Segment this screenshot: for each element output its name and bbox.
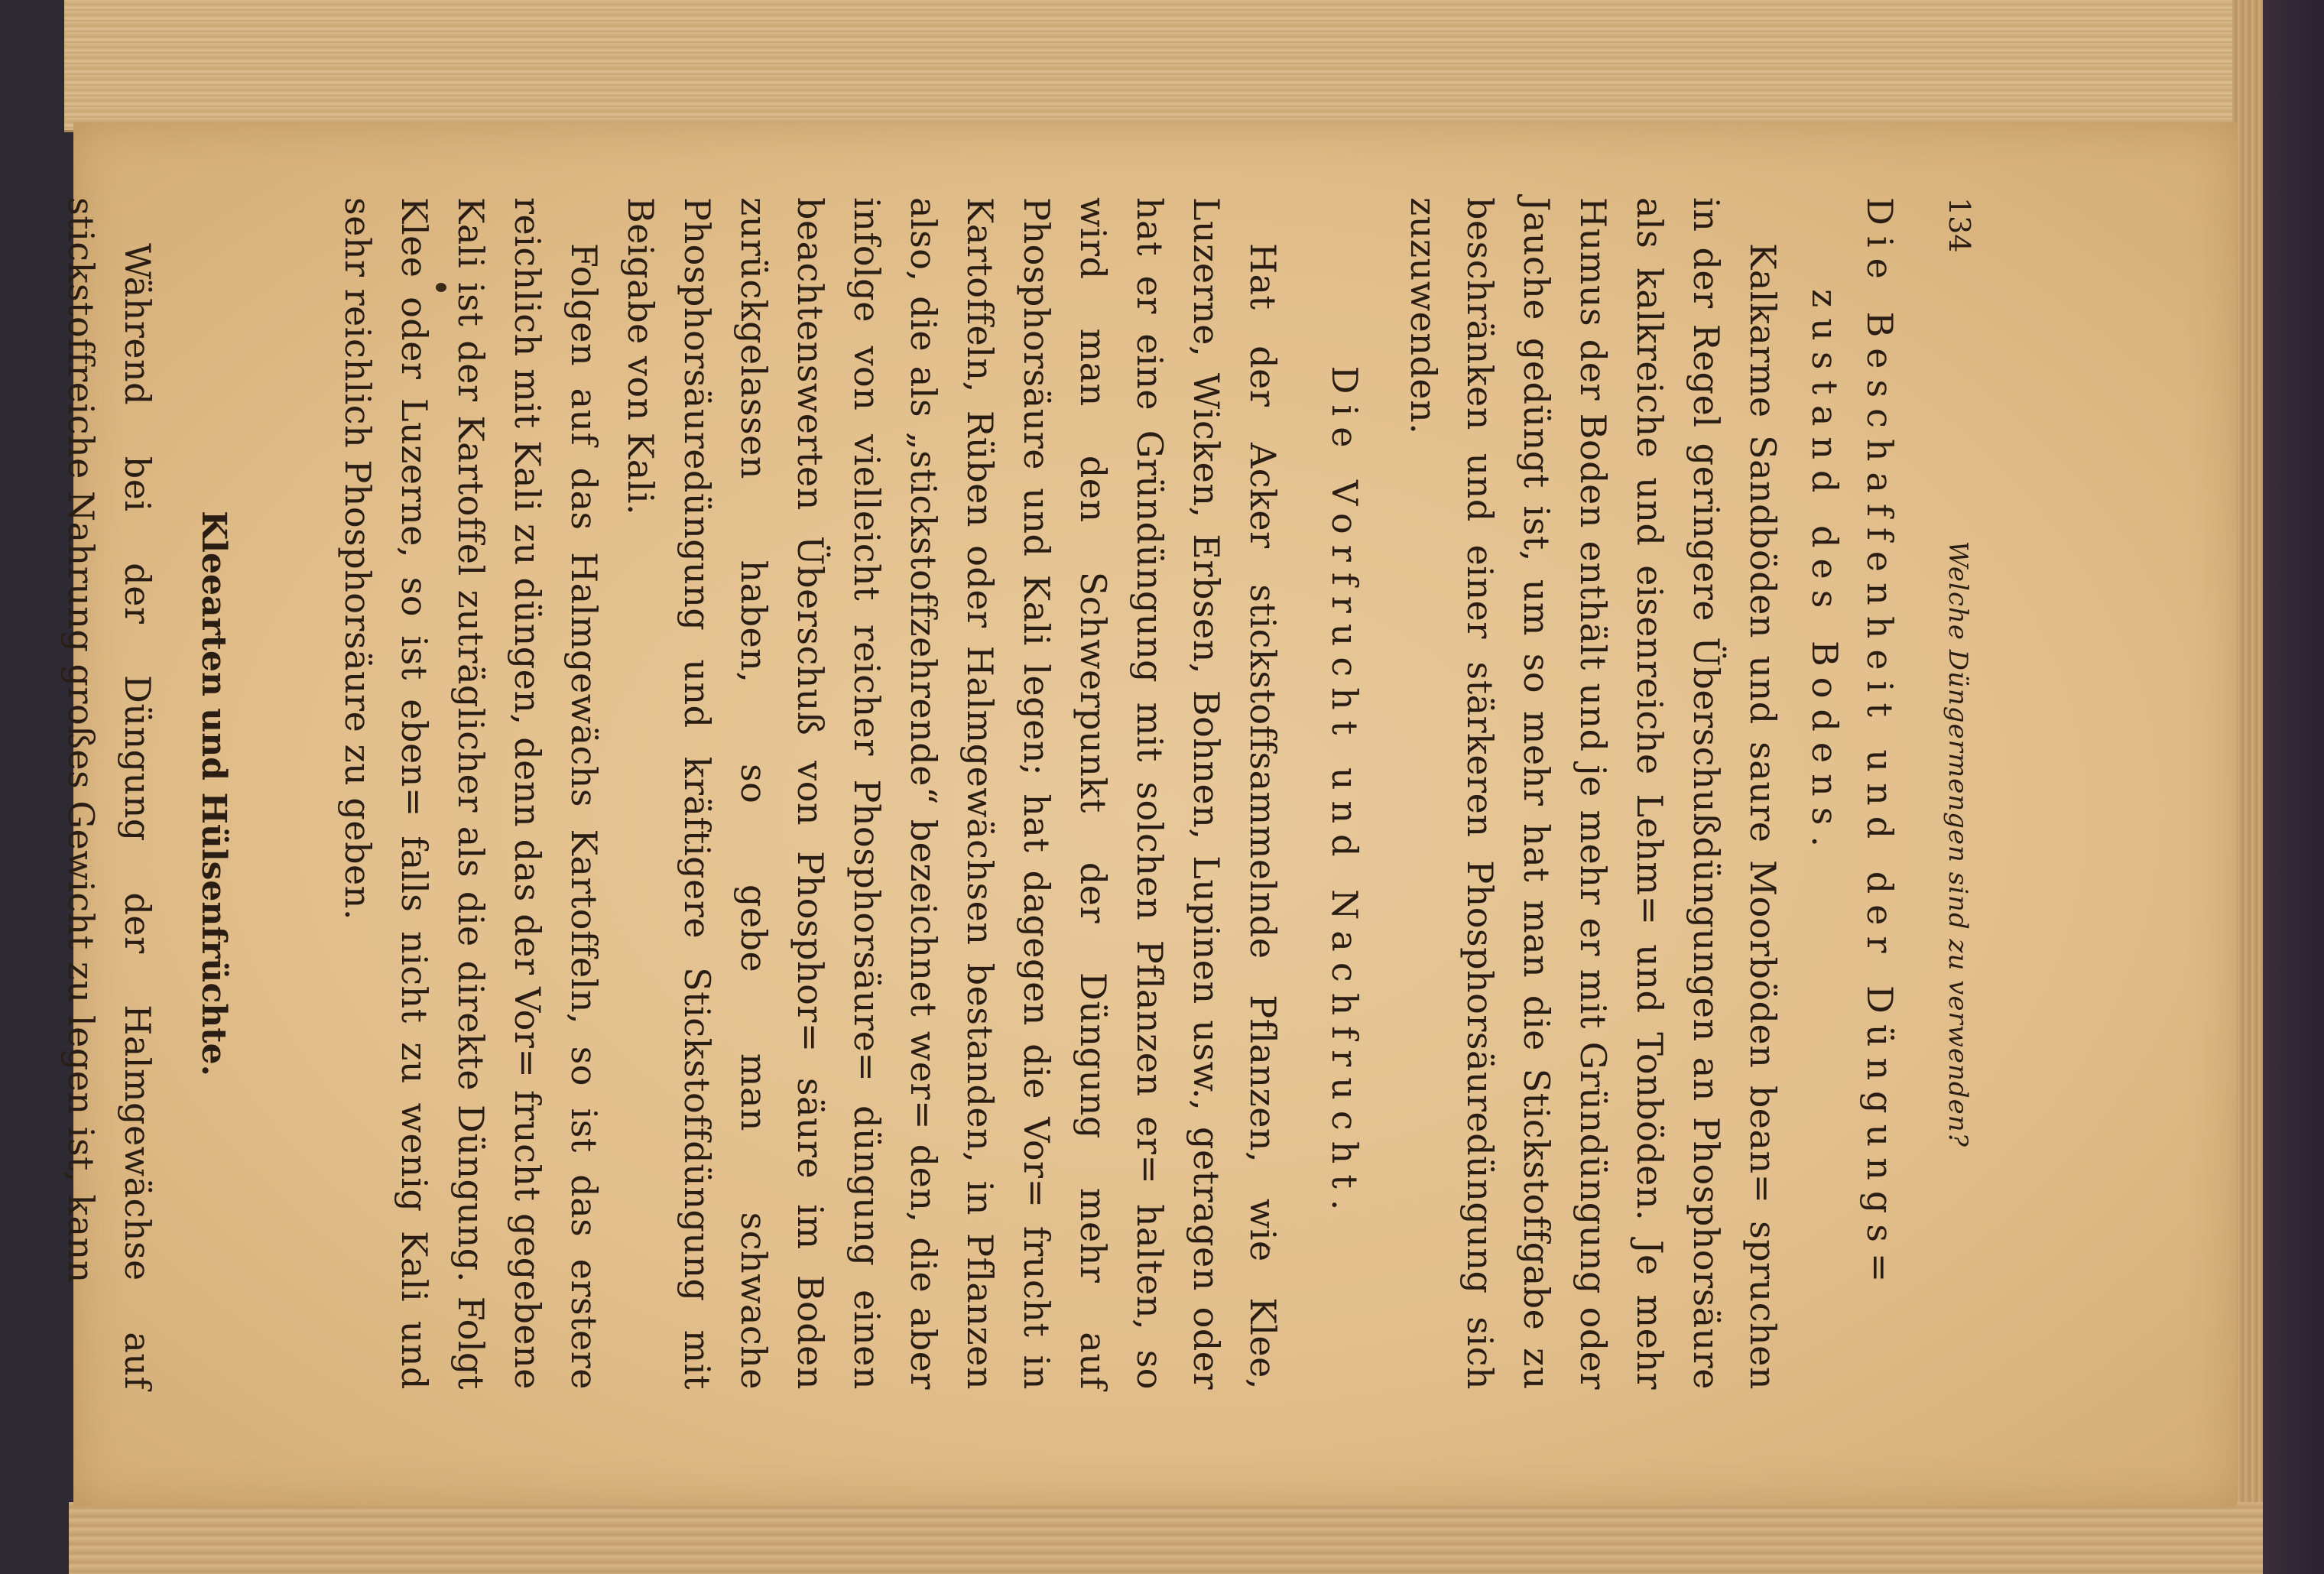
paragraph-crop-rotation-1: Hat der Acker stickstoffsammelnde Pflanzen, wie Klee, Luzerne, Wicken, Erbsen, Bohnen, Lupinen usw., getragen oder hat er eine Gründüngung mit solchen Pflanzen er= halten, so wird man den Schwerpunkt der Düngung mehr auf Phosphorsäure und Kali legen; hat dagegen die Vor= frucht in Kartoffeln, Rüben oder Halmgewächsen bestanden, in Pflanzen also, die als „stickstoffzehrende“ bezeichnet wer= den, die aber infolge von vielleicht reicher Phosphorsäure= düngung einen beachtenswerten Überschuß von Phosphor= säure im Boden zurückgelassen haben, so gebe man schwache Phosphorsäuredüngung und kräftigere Stickstoffdüngung mit Beigabe von Kali.	[620, 197, 1284, 1390]
rotated-text-column	[60, 197, 1976, 1390]
section-heading-legumes: Kleearten und Hülsenfrüchte.	[194, 511, 233, 1076]
page-header	[1927, 197, 1976, 1390]
paragraph-legumes: Während bei der Düngung der Halmgewächse auf stickstoffreiche Nahrung großes Gewicht zu legen ist, kann	[60, 197, 158, 1390]
page-block-bottom-edge	[69, 1502, 2263, 1574]
paragraph-crop-rotation-2: Folgen auf das Halmgewächs Kartoffeln, so ist das erstere reichlich mit Kali zu düngen, denn das der Vor= frucht gegebene Kali ist der Kartoffel zuträglicher als die direkte Düngung. Folgt Klee oder Luzerne, so ist eben= falls nicht zu wenig Kali und sehr reichlich Phosphorsäure zu geben.	[337, 197, 605, 1390]
running-head: Welche Düngermengen sind zu verwenden?	[1943, 540, 1973, 1147]
section-heading-soil: Die Beschaffenheit und der Düngungs=	[1859, 197, 1900, 1293]
page-block-right-edge	[2232, 0, 2263, 1574]
page-number: 134	[1943, 197, 1976, 253]
paragraph-soil: Kalkarme Sandböden und saure Moorböden bean= spruchen in der Regel geringere Überschußdüngungen an Phosphorsäure als kalkreiche und eisenreiche Lehm= und Tonböden. Je mehr Humus der Boden enthält und je mehr er mit Gründüngung oder Jauche gedüngt ist, um so mehr hat man die Stickstoffgabe zu beschränken und einer stärkeren Phosphorsäuredüngung sich zuzuwenden.	[1403, 197, 1784, 1390]
section-heading-crop-rotation: Die Vorfrucht und Nachfrucht.	[1324, 365, 1365, 1222]
section-heading-soil-continued: zustand des Bodens.	[1804, 289, 1845, 858]
page-block-top-edge	[64, 0, 2263, 132]
book-cover-edge	[2263, 0, 2324, 1574]
